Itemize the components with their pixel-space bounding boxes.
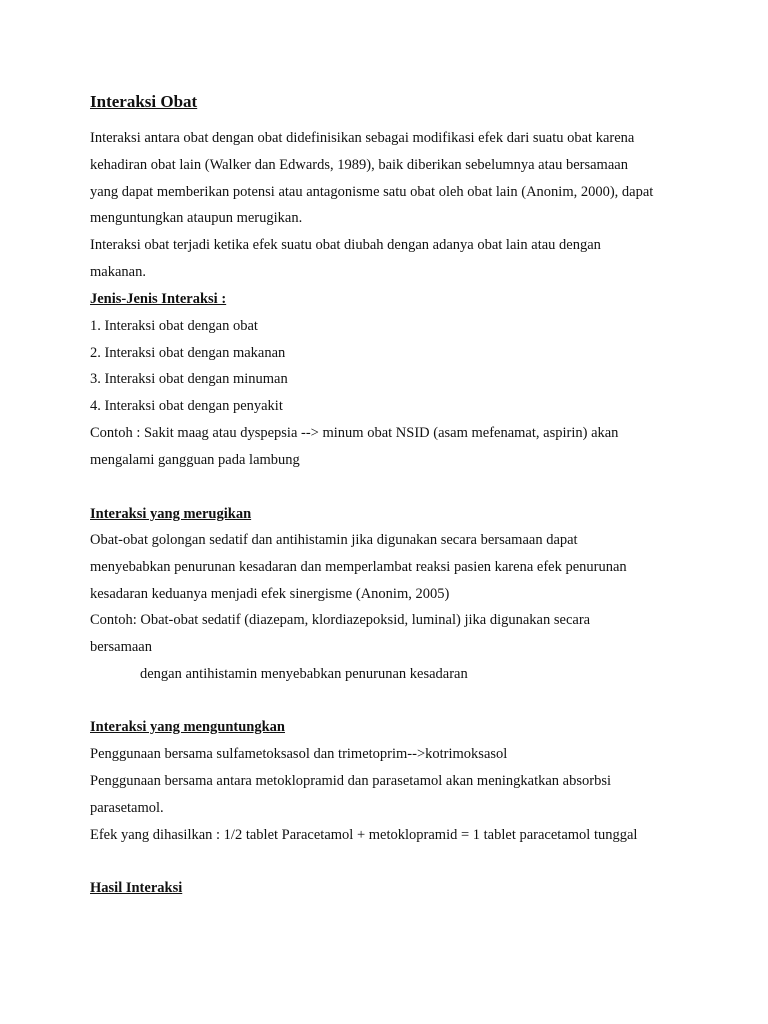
document-title: Interaksi Obat (90, 92, 198, 111)
intro-line: makanan. (90, 264, 146, 280)
intro-line: yang dapat memberikan potensi atau antagonisme satu obat oleh obat lain (Anonim, 2000), dapat (90, 184, 654, 200)
example-line: mengalami gangguan pada lambung (90, 452, 300, 468)
intro-line: kehadiran obat lain (Walker dan Edwards, 1989), baik diberikan sebelumnya atau bersamaan (90, 157, 628, 173)
section-heading-menguntungkan: Interaksi yang menguntungkan (90, 719, 285, 735)
example-line: Contoh : Sakit maag atau dyspepsia --> minum obat NSID (asam mefenamat, aspirin) akan (90, 425, 619, 441)
indented-line: dengan antihistamin menyebabkan penurunan kesadaran (140, 666, 468, 682)
body-line: parasetamol. (90, 800, 164, 816)
section-heading-jenis: Jenis-Jenis Interaksi : (90, 291, 227, 307)
list-item: 2. Interaksi obat dengan makanan (90, 345, 286, 361)
body-line: Penggunaan bersama antara metoklopramid dan parasetamol akan meningkatkan absorbsi (90, 773, 612, 789)
body-line: kesadaran keduanya menjadi efek sinergisme (Anonim, 2005) (90, 586, 450, 602)
body-line: Contoh: Obat-obat sedatif (diazepam, klordiazepoksid, luminal) jika digunakan secara (90, 612, 591, 628)
body-line: bersamaan (90, 639, 152, 655)
list-item: 4. Interaksi obat dengan penyakit (90, 398, 283, 414)
intro-line: Interaksi obat terjadi ketika efek suatu obat diubah dengan adanya obat lain atau dengan (90, 237, 601, 253)
body-line: menyebabkan penurunan kesadaran dan memperlambat reaksi pasien karena efek penurunan (90, 559, 627, 575)
list-item: 3. Interaksi obat dengan minuman (90, 371, 288, 387)
intro-line: Interaksi antara obat dengan obat didefinisikan sebagai modifikasi efek dari suatu obat karena (90, 130, 635, 146)
section-heading-merugikan: Interaksi yang merugikan (90, 506, 252, 522)
list-item: 1. Interaksi obat dengan obat (90, 318, 258, 334)
body-line: Penggunaan bersama sulfametoksasol dan trimetoprim-->kotrimoksasol (90, 746, 508, 762)
body-line: Obat-obat golongan sedatif dan antihistamin jika digunakan secara bersamaan dapat (90, 532, 578, 548)
intro-line: menguntungkan ataupun merugikan. (90, 210, 303, 226)
section-heading-hasil: Hasil Interaksi (90, 880, 183, 896)
body-line: Efek yang dihasilkan : 1/2 tablet Paracetamol + metoklopramid = 1 tablet paracetamol tunggal (90, 827, 638, 843)
